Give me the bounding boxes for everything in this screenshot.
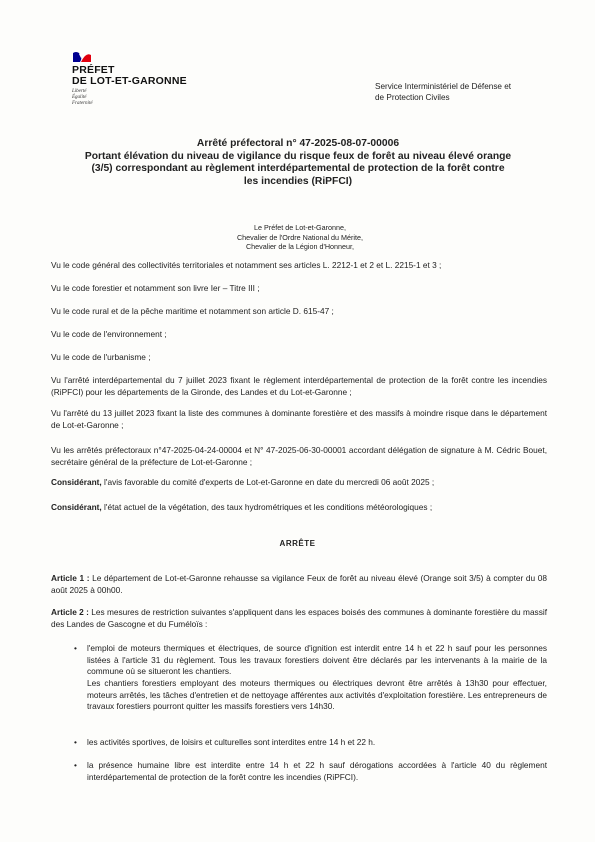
considerant-text: l'avis favorable du comité d'experts de Lot-et-Garonne en date du mercredi 06 août 2025 ; — [101, 477, 435, 487]
visa-paragraph: Vu les arrêtés préfectoraux n°47-2025-04-24-00004 et N° 47-2025-06-30-00001 accordant délégation de signature à M. Cédric Bouet, secrétaire général de la préfecture de Lot-et-Garonne ; — [51, 445, 547, 467]
service-line-1: Service Interministériel de Défense et — [375, 82, 512, 91]
bullet-text: la présence humaine libre est interdite entre 14 h et 22 h sauf dérogations accordées à l'article 40 du règlement interdépartemental de protection de la forêt contre les incendies (RiPFCI). — [87, 760, 547, 782]
article-1-label: Article 1 : — [51, 573, 90, 583]
bullet-text: l'emploi de moteurs thermiques et électriques, de source d'ignition est interdit entre 14 h et 22 h sauf pour les personnes listées à l'article 31 du règlement. Tous les travaux forestiers doivent être déclarés par les intervenants à la mairie de la commune où se situeront les chantiers. — [87, 643, 547, 677]
considerant-paragraph — [51, 477, 547, 489]
devise-fraternite: Fraternité — [72, 101, 93, 106]
article-2-label: Article 2 : — [51, 607, 89, 617]
prefet-line-3: Chevalier de la Légion d'Honneur, — [245, 242, 355, 251]
visa-paragraph: Vu le code rural et de la pêche maritime et notamment son article D. 615-47 ; — [51, 306, 334, 316]
devise — [72, 89, 187, 107]
article-1-text: Le département de Lot-et-Garonne rehausse sa vigilance Feux de forêt au niveau élevé (Orange soit 3/5) à compter du 08 août 2025 à 00h00. — [51, 573, 547, 595]
prefet-line-1: Le Préfet de Lot-et-Garonne, — [254, 223, 346, 232]
document-title — [58, 138, 538, 188]
devise-egalite: Égalité — [72, 95, 87, 100]
visa-paragraph: Vu le code général des collectivités territoriales et notamment ses articles L. 2212-1 et 2 et L. 2215-1 et 3 ; — [51, 260, 442, 270]
considerant-paragraph — [51, 502, 547, 514]
bullet-marker: • — [74, 643, 77, 653]
title-line-1: Arrêté préfectoral n° 47-2025-08-07-00006 — [196, 138, 400, 149]
prefet-signature-block — [200, 223, 400, 252]
prefet-line-2: Chevalier de l'Ordre National du Mérite, — [236, 232, 363, 242]
service-line-2: de Protection Civiles — [375, 93, 450, 102]
prefecture-logo — [72, 50, 187, 107]
title-line-4: les incendies (RiPFCI) — [243, 175, 353, 187]
visa-paragraph: Vu l'arrêté interdépartemental du 7 juillet 2023 fixant le règlement interdépartemental de protection de la forêt contre les incendies (RiPFCI) pour les départements de la Gironde, des Landes et du Lot-et-Garonne ; — [51, 375, 547, 397]
title-line-2: Portant élévation du niveau de vigilance du risque feux de forêt au niveau élevé orange — [84, 150, 512, 162]
considerant-label: Considérant, — [51, 502, 102, 512]
prefet-line-2: DE LOT-ET-GARONNE — [72, 75, 187, 87]
bullet-continuation-text: Les chantiers forestiers employant des moteurs thermiques ou électriques devront être arrêtés à 13h30 pour effectuer, moteurs arrêtés, les tâches d'entretien et de nettoyage afférentes aux activités d'exploitation forestière. Les entrepreneurs de travaux forestiers pourront quitter les massifs forestiers vers 14h30. — [87, 678, 547, 712]
prefet-line-1: PRÉFET — [72, 64, 115, 76]
title-line-3: (3/5) correspondant au règlement interdépartemental de protection de la forêt contre — [91, 163, 505, 174]
visa-paragraph: Vu le code de l'environnement ; — [51, 329, 167, 339]
article-2-text: Les mesures de restriction suivantes s'appliquent dans les espaces boisés des communes à dominante forestière du massif des Landes de Gascogne et du Fuméloïs : — [51, 607, 548, 629]
bullet-marker: • — [74, 760, 77, 770]
marianne-icon — [72, 50, 92, 63]
article-1 — [51, 573, 547, 596]
considerant-text: l'état actuel de la végétation, des taux hydrométriques et les conditions météorologiques ; — [101, 502, 433, 512]
visa-paragraph: Vu le code forestier et notamment son livre Ier – Titre III ; — [51, 283, 260, 293]
bullet-marker: • — [74, 737, 77, 747]
article-2 — [51, 607, 547, 630]
visa-paragraph: Vu l'arrêté du 13 juillet 2023 fixant la liste des communes à dominante forestière et des massifs à moindre risque dans le département de Lot-et-Garonne ; — [51, 408, 547, 430]
devise-liberte: Liberté — [72, 89, 87, 94]
visa-paragraph: Vu le code de l'urbanisme ; — [51, 352, 151, 362]
service-name — [375, 81, 511, 103]
arrete-heading: ARRÊTE — [279, 539, 316, 548]
considerant-label: Considérant, — [51, 477, 102, 487]
bullet-text: les activités sportives, de loisirs et culturelles sont interdites entre 14 h et 22 h. — [87, 737, 376, 747]
